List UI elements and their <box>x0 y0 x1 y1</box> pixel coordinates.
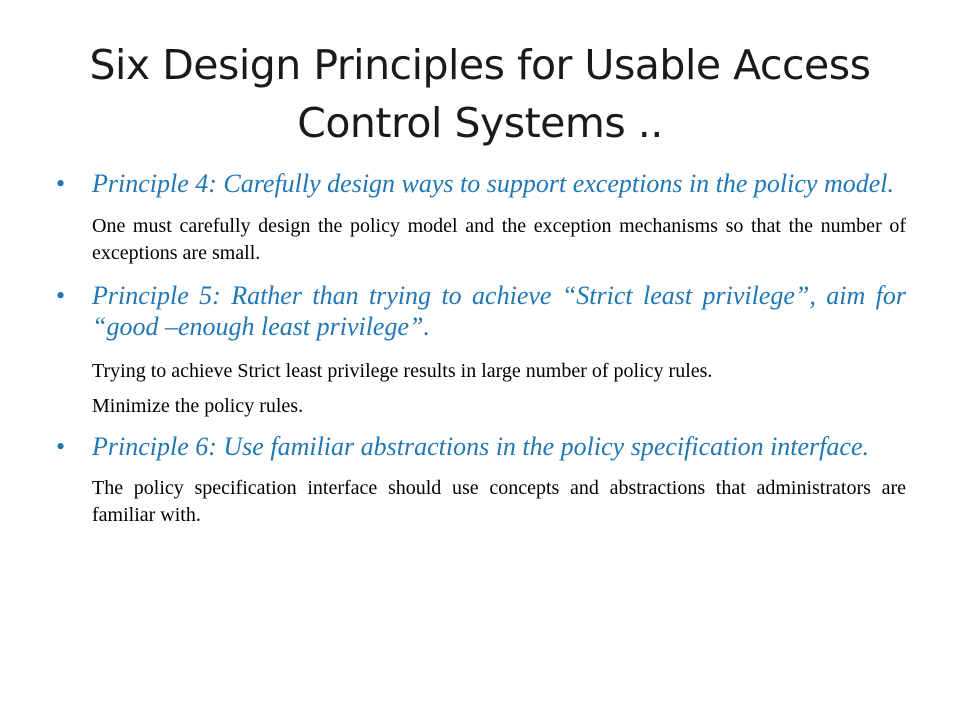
principle-6-detail: The policy specification interface should use concepts and abstractions that administrators are familiar with. <box>92 477 906 526</box>
slide-body <box>56 168 906 529</box>
principle-4-heading <box>56 168 906 199</box>
principle-5-detail: Minimize the policy rules. <box>92 395 304 417</box>
principle-5-heading <box>56 280 906 342</box>
principle-5-text: Principle 5: Rather than trying to achieve “Strict least privilege”, aim for “good –enough least privilege”. <box>92 281 906 341</box>
principle-6-heading <box>56 431 906 462</box>
principle-4-text: Principle 4: Carefully design ways to support exceptions in the policy model. <box>92 169 895 198</box>
bullet-icon: • <box>56 169 66 198</box>
principle-4-detail: One must carefully design the policy model and the exception mechanisms so that the number of exceptions are small. <box>92 215 906 264</box>
principle-5-detail: Trying to achieve Strict least privilege results in large number of policy rules. <box>92 360 713 382</box>
bullet-icon: • <box>56 281 66 310</box>
slide-title: Six Design Principles for Usable Access Control Systems .. <box>89 41 871 147</box>
bullet-icon: • <box>56 432 66 461</box>
principle-6-text: Principle 6: Use familiar abstractions in the policy specification interface. <box>92 432 869 461</box>
